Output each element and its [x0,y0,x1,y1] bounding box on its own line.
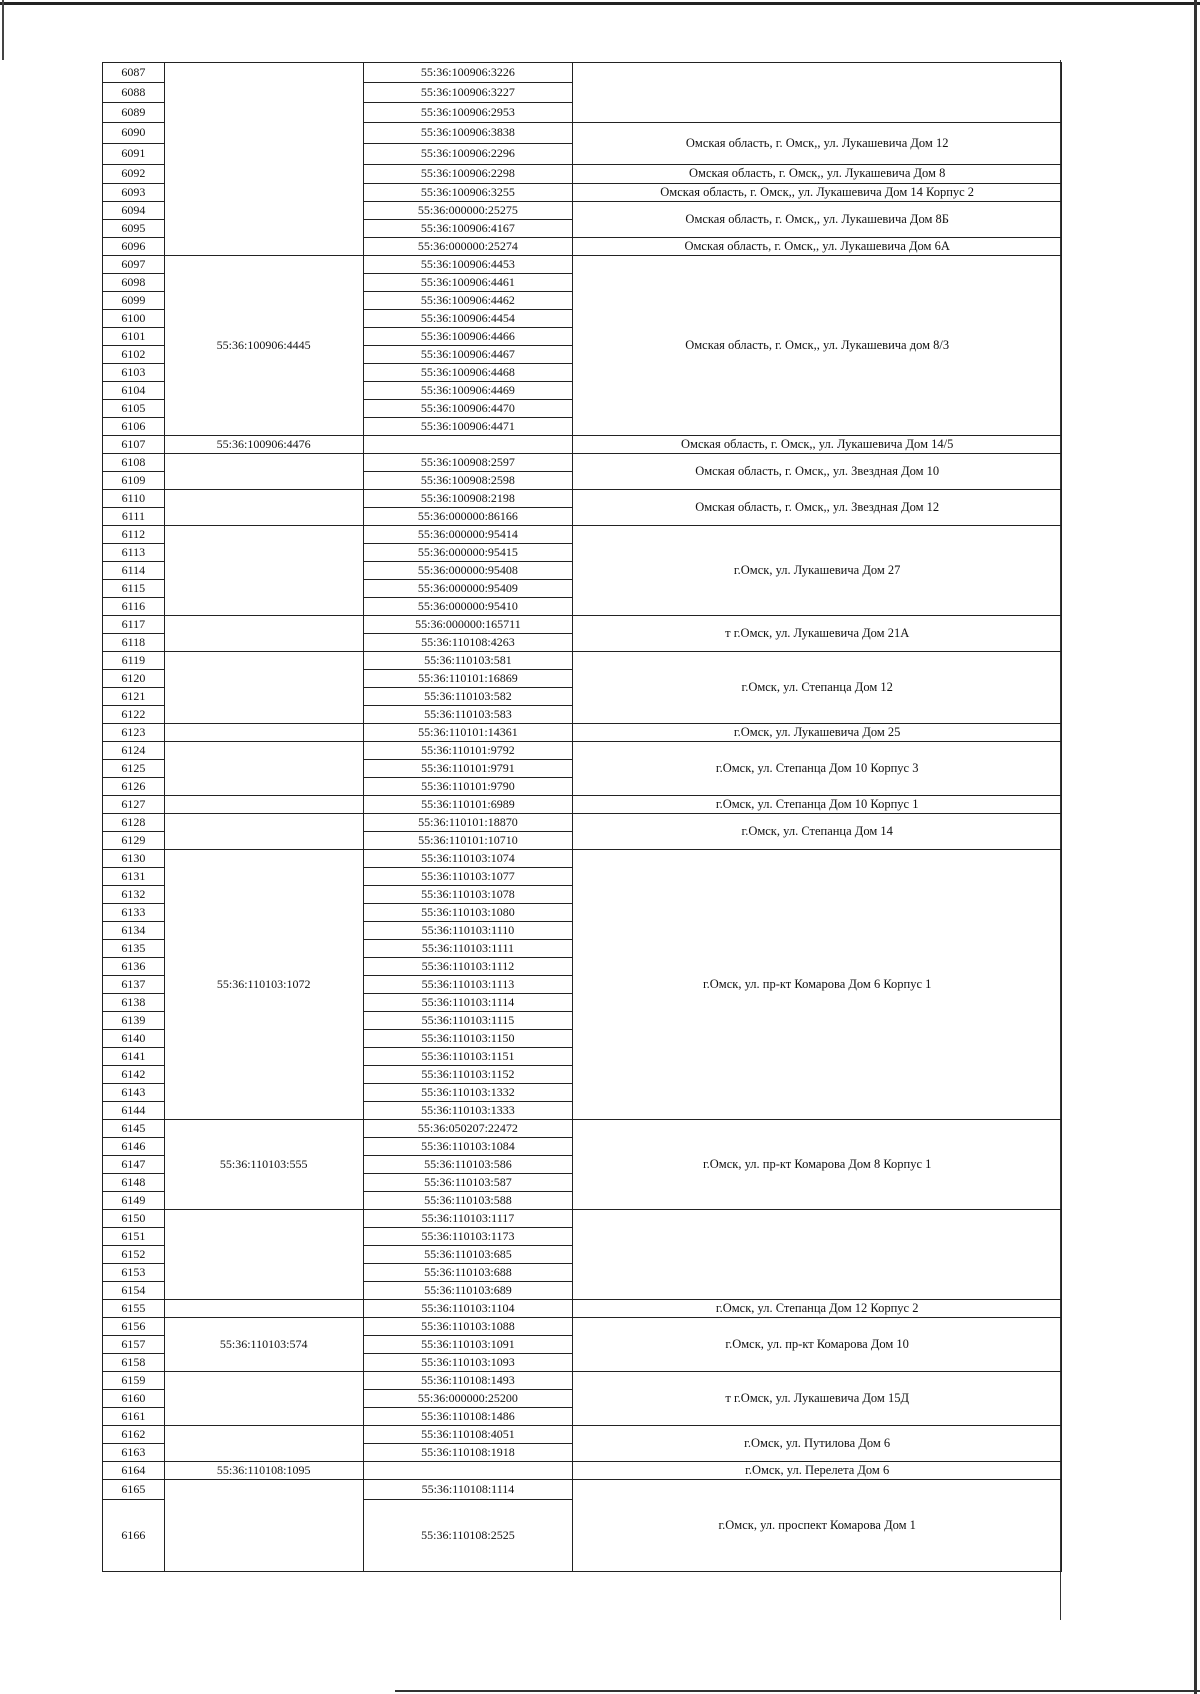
row-number-cell: 6144 [103,1102,165,1120]
cadastral-number-cell: 55:36:110103:1074 [363,850,573,868]
row-number-cell: 6140 [103,1030,165,1048]
address-cell: Омская область, г. Омск,, ул. Лукашевича Дом 8 [573,165,1062,184]
row-number-cell: 6164 [103,1462,165,1480]
row-number-cell: 6121 [103,688,165,706]
row-number-cell: 6143 [103,1084,165,1102]
cadastral-number-cell: 55:36:110103:1078 [363,886,573,904]
address-cell [573,1210,1062,1300]
row-number-cell: 6100 [103,310,165,328]
row-number-cell: 6145 [103,1120,165,1138]
cadastral-number-cell: 55:36:110108:1918 [363,1444,573,1462]
address-cell: Омская область, г. Омск,, ул. Лукашевича дом 8/3 [573,256,1062,436]
cadastral-number-cell: 55:36:110103:1111 [363,940,573,958]
address-cell [573,63,1062,123]
row-number-cell: 6088 [103,83,165,103]
row-number-cell: 6159 [103,1372,165,1390]
row-number-cell: 6099 [103,292,165,310]
table-row [103,1120,1062,1138]
row-number-cell: 6160 [103,1390,165,1408]
cadastral-number-cell: 55:36:110103:1113 [363,976,573,994]
row-number-cell: 6149 [103,1192,165,1210]
address-cell: Омская область, г. Омск,, ул. Звездная Дом 10 [573,454,1062,490]
row-number-cell: 6103 [103,364,165,382]
address-cell: г.Омск, ул. Степанца Дом 10 Корпус 3 [573,742,1062,796]
cadastral-number-cell: 55:36:110103:1114 [363,994,573,1012]
row-number-cell: 6137 [103,976,165,994]
row-number-cell: 6153 [103,1264,165,1282]
parent-cadastral-cell [164,742,363,796]
table-row [103,1318,1062,1336]
row-number-cell: 6135 [103,940,165,958]
row-number-cell: 6156 [103,1318,165,1336]
table-row [103,256,1062,274]
cadastral-number-cell: 55:36:110108:1486 [363,1408,573,1426]
row-number-cell: 6116 [103,598,165,616]
parent-cadastral-cell [164,1426,363,1462]
cadastral-number-cell: 55:36:110103:1150 [363,1030,573,1048]
cadastral-number-cell: 55:36:110103:685 [363,1246,573,1264]
scan-edge-right [1194,0,1197,1694]
row-number-cell: 6162 [103,1426,165,1444]
table-row [103,652,1062,670]
row-number-cell: 6109 [103,472,165,490]
cadastral-number-cell [363,436,573,454]
row-number-cell: 6101 [103,328,165,346]
parent-cadastral-cell: 55:36:100906:4476 [164,436,363,454]
cadastral-number-cell: 55:36:050207:22472 [363,1120,573,1138]
cadastral-number-cell: 55:36:110103:1110 [363,922,573,940]
row-number-cell: 6095 [103,220,165,238]
row-number-cell: 6105 [103,400,165,418]
address-cell: г.Омск, ул. Лукашевича Дом 27 [573,526,1062,616]
cadastral-number-cell: 55:36:110108:1493 [363,1372,573,1390]
cadastral-number-cell: 55:36:110103:588 [363,1192,573,1210]
cadastral-number-cell: 55:36:110103:1088 [363,1318,573,1336]
row-number-cell: 6128 [103,814,165,832]
parent-cadastral-cell: 55:36:110103:555 [164,1120,363,1210]
row-number-cell: 6129 [103,832,165,850]
address-cell: г.Омск, ул. Лукашевича Дом 25 [573,724,1062,742]
cadastral-number-cell: 55:36:110103:583 [363,706,573,724]
cadastral-number-cell: 55:36:100906:2296 [363,144,573,165]
cadastral-register-table [102,62,1062,1572]
row-number-cell: 6111 [103,508,165,526]
cadastral-number-cell: 55:36:000000:95410 [363,598,573,616]
table-row [103,436,1062,454]
cadastral-number-cell: 55:36:110103:587 [363,1174,573,1192]
table-row [103,724,1062,742]
cadastral-number-cell: 55:36:110108:2525 [363,1500,573,1572]
cadastral-number-cell: 55:36:110103:1173 [363,1228,573,1246]
row-number-cell: 6163 [103,1444,165,1462]
cadastral-number-cell: 55:36:110103:689 [363,1282,573,1300]
row-number-cell: 6119 [103,652,165,670]
cadastral-number-cell: 55:36:100906:4466 [363,328,573,346]
address-cell: г.Омск, ул. пр-кт Комарова Дом 10 [573,1318,1062,1372]
row-number-cell: 6107 [103,436,165,454]
cadastral-number-cell: 55:36:100906:4453 [363,256,573,274]
cadastral-number-cell: 55:36:110103:1332 [363,1084,573,1102]
parent-cadastral-cell: 55:36:110103:574 [164,1318,363,1372]
table-row [103,796,1062,814]
cadastral-number-cell: 55:36:000000:95408 [363,562,573,580]
cadastral-number-cell: 55:36:110101:9790 [363,778,573,796]
cadastral-number-cell: 55:36:110101:6989 [363,796,573,814]
table-row [103,454,1062,472]
cadastral-number-cell: 55:36:100906:4454 [363,310,573,328]
row-number-cell: 6106 [103,418,165,436]
cadastral-number-cell: 55:36:110108:4051 [363,1426,573,1444]
row-number-cell: 6097 [103,256,165,274]
cadastral-number-cell: 55:36:100906:2953 [363,103,573,123]
row-number-cell: 6133 [103,904,165,922]
cadastral-number-cell: 55:36:110103:1117 [363,1210,573,1228]
table-row [103,1210,1062,1228]
row-number-cell: 6104 [103,382,165,400]
table-row [103,63,1062,83]
cadastral-number-cell: 55:36:110103:582 [363,688,573,706]
cadastral-number-cell: 55:36:110101:18870 [363,814,573,832]
cadastral-number-cell: 55:36:110103:586 [363,1156,573,1174]
cadastral-number-cell: 55:36:100906:3255 [363,184,573,202]
table-row [103,742,1062,760]
parent-cadastral-cell [164,454,363,490]
table-row [103,490,1062,508]
cadastral-number-cell: 55:36:100906:3227 [363,83,573,103]
parent-cadastral-cell [164,652,363,724]
cadastral-number-cell: 55:36:110103:1151 [363,1048,573,1066]
cadastral-number-cell: 55:36:000000:25200 [363,1390,573,1408]
row-number-cell: 6094 [103,202,165,220]
cadastral-number-cell: 55:36:110101:14361 [363,724,573,742]
parent-cadastral-cell [164,526,363,616]
cadastral-number-cell: 55:36:100906:3838 [363,123,573,144]
parent-cadastral-cell [164,724,363,742]
row-number-cell: 6123 [103,724,165,742]
cadastral-number-cell: 55:36:110103:1084 [363,1138,573,1156]
table-row [103,526,1062,544]
row-number-cell: 6132 [103,886,165,904]
cadastral-number-cell: 55:36:100906:2298 [363,165,573,184]
row-number-cell: 6157 [103,1336,165,1354]
cadastral-number-cell: 55:36:000000:95415 [363,544,573,562]
row-number-cell: 6154 [103,1282,165,1300]
table-row [103,1300,1062,1318]
cadastral-number-cell: 55:36:110101:9792 [363,742,573,760]
address-cell: г.Омск, ул. Степанца Дом 14 [573,814,1062,850]
address-cell: т г.Омск, ул. Лукашевича Дом 15Д [573,1372,1062,1426]
table-row [103,1480,1062,1500]
row-number-cell: 6147 [103,1156,165,1174]
cadastral-number-cell: 55:36:110101:10710 [363,832,573,850]
cadastral-number-cell: 55:36:100906:4167 [363,220,573,238]
row-number-cell: 6091 [103,144,165,165]
row-number-cell: 6124 [103,742,165,760]
address-cell: Омская область, г. Омск,, ул. Лукашевича Дом 6А [573,238,1062,256]
row-number-cell: 6098 [103,274,165,292]
address-cell: Омская область, г. Омск,, ул. Лукашевича Дом 8Б [573,202,1062,238]
cadastral-number-cell: 55:36:110108:4263 [363,634,573,652]
cadastral-number-cell: 55:36:110103:581 [363,652,573,670]
row-number-cell: 6148 [103,1174,165,1192]
row-number-cell: 6126 [103,778,165,796]
row-number-cell: 6108 [103,454,165,472]
cadastral-number-cell: 55:36:000000:165711 [363,616,573,634]
row-number-cell: 6114 [103,562,165,580]
row-number-cell: 6155 [103,1300,165,1318]
row-number-cell: 6113 [103,544,165,562]
parent-cadastral-cell [164,63,363,256]
row-number-cell: 6089 [103,103,165,123]
cadastral-number-cell: 55:36:100906:4461 [363,274,573,292]
cadastral-number-cell: 55:36:110103:1333 [363,1102,573,1120]
cadastral-number-cell: 55:36:110103:1152 [363,1066,573,1084]
parent-cadastral-cell [164,796,363,814]
row-number-cell: 6102 [103,346,165,364]
cadastral-number-cell: 55:36:000000:25275 [363,202,573,220]
row-number-cell: 6090 [103,123,165,144]
cadastral-number-cell: 55:36:000000:86166 [363,508,573,526]
address-cell: г.Омск, ул. Перелета Дом 6 [573,1462,1062,1480]
address-cell: Омская область, г. Омск,, ул. Лукашевича Дом 12 [573,123,1062,165]
cadastral-number-cell: 55:36:000000:25274 [363,238,573,256]
row-number-cell: 6141 [103,1048,165,1066]
address-cell: г.Омск, ул. пр-кт Комарова Дом 6 Корпус 1 [573,850,1062,1120]
row-number-cell: 6165 [103,1480,165,1500]
row-number-cell: 6142 [103,1066,165,1084]
row-number-cell: 6092 [103,165,165,184]
cadastral-number-cell: 55:36:000000:95409 [363,580,573,598]
address-cell: Омская область, г. Омск,, ул. Лукашевича Дом 14 Корпус 2 [573,184,1062,202]
parent-cadastral-cell: 55:36:110103:1072 [164,850,363,1120]
address-cell: г.Омск, ул. Степанца Дом 10 Корпус 1 [573,796,1062,814]
row-number-cell: 6152 [103,1246,165,1264]
cadastral-number-cell: 55:36:100906:4469 [363,382,573,400]
cadastral-number-cell: 55:36:110101:16869 [363,670,573,688]
table-row [103,850,1062,868]
cadastral-number-cell [363,1462,573,1480]
cadastral-number-cell: 55:36:100906:4467 [363,346,573,364]
address-cell: Омская область, г. Омск,, ул. Лукашевича Дом 14/5 [573,436,1062,454]
table-row [103,814,1062,832]
row-number-cell: 6138 [103,994,165,1012]
cadastral-number-cell: 55:36:100908:2198 [363,490,573,508]
cadastral-number-cell: 55:36:110103:1080 [363,904,573,922]
cadastral-number-cell: 55:36:100908:2597 [363,454,573,472]
parent-cadastral-cell: 55:36:110108:1095 [164,1462,363,1480]
cadastral-number-cell: 55:36:110103:1077 [363,868,573,886]
parent-cadastral-cell [164,1480,363,1572]
cadastral-number-cell: 55:36:100906:4468 [363,364,573,382]
row-number-cell: 6117 [103,616,165,634]
row-number-cell: 6125 [103,760,165,778]
row-number-cell: 6127 [103,796,165,814]
row-number-cell: 6115 [103,580,165,598]
row-number-cell: 6112 [103,526,165,544]
cadastral-number-cell: 55:36:100906:4462 [363,292,573,310]
cadastral-number-cell: 55:36:110108:1114 [363,1480,573,1500]
row-number-cell: 6096 [103,238,165,256]
cadastral-number-cell: 55:36:110103:1093 [363,1354,573,1372]
cadastral-number-cell: 55:36:100906:4470 [363,400,573,418]
address-cell: г.Омск, ул. Степанца Дом 12 Корпус 2 [573,1300,1062,1318]
table-row [103,1372,1062,1390]
parent-cadastral-cell [164,616,363,652]
row-number-cell: 6131 [103,868,165,886]
row-number-cell: 6122 [103,706,165,724]
row-number-cell: 6166 [103,1500,165,1572]
parent-cadastral-cell [164,490,363,526]
table-row [103,1462,1062,1480]
row-number-cell: 6120 [103,670,165,688]
address-cell: г.Омск, ул. пр-кт Комарова Дом 8 Корпус 1 [573,1120,1062,1210]
row-number-cell: 6087 [103,63,165,83]
parent-cadastral-cell [164,1210,363,1300]
cadastral-number-cell: 55:36:110103:1115 [363,1012,573,1030]
parent-cadastral-cell: 55:36:100906:4445 [164,256,363,436]
scan-edge-top [0,2,1200,5]
row-number-cell: 6136 [103,958,165,976]
row-number-cell: 6110 [103,490,165,508]
row-number-cell: 6134 [103,922,165,940]
row-number-cell: 6118 [103,634,165,652]
table-row [103,616,1062,634]
cadastral-number-cell: 55:36:110103:1104 [363,1300,573,1318]
cadastral-number-cell: 55:36:110101:9791 [363,760,573,778]
cadastral-number-cell: 55:36:100906:3226 [363,63,573,83]
scan-edge-left [2,0,4,60]
parent-cadastral-cell [164,814,363,850]
cadastral-number-cell: 55:36:100908:2598 [363,472,573,490]
cadastral-number-cell: 55:36:110103:688 [363,1264,573,1282]
cadastral-number-cell: 55:36:110103:1112 [363,958,573,976]
address-cell: г.Омск, ул. проспект Комарова Дом 1 [573,1480,1062,1572]
scan-edge-bottom [395,1690,1200,1692]
address-cell: г.Омск, ул. Степанца Дом 12 [573,652,1062,724]
row-number-cell: 6150 [103,1210,165,1228]
register-table-body [103,63,1062,1572]
parent-cadastral-cell [164,1372,363,1426]
cadastral-number-cell: 55:36:000000:95414 [363,526,573,544]
cadastral-number-cell: 55:36:110103:1091 [363,1336,573,1354]
row-number-cell: 6151 [103,1228,165,1246]
row-number-cell: 6093 [103,184,165,202]
row-number-cell: 6158 [103,1354,165,1372]
cadastral-number-cell: 55:36:100906:4471 [363,418,573,436]
parent-cadastral-cell [164,1300,363,1318]
row-number-cell: 6130 [103,850,165,868]
row-number-cell: 6146 [103,1138,165,1156]
address-cell: г.Омск, ул. Путилова Дом 6 [573,1426,1062,1462]
address-cell: т г.Омск, ул. Лукашевича Дом 21А [573,616,1062,652]
address-cell: Омская область, г. Омск,, ул. Звездная Дом 12 [573,490,1062,526]
row-number-cell: 6139 [103,1012,165,1030]
table-row [103,1426,1062,1444]
row-number-cell: 6161 [103,1408,165,1426]
